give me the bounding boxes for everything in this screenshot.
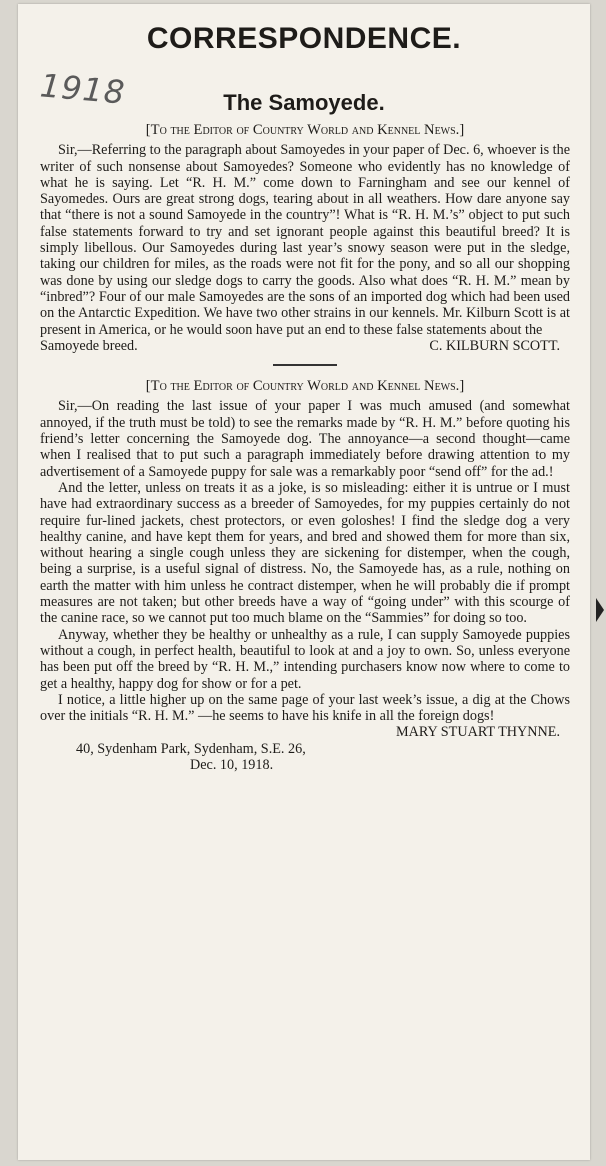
handwritten-year: 1918 [38,66,127,112]
signature: C. KILBURN SCOTT. [429,337,560,354]
article-body [40,122,570,773]
letter-paragraph: And the letter, unless on treats it as a joke, is so misleading: either it is untrue or I must have had extraordinary success as a breeder of Samoyedes, for my puppies certainly do not require fur-lined jackets, chest protectors, or even goloshes! I find the sledge dog a very healthy canine, and have kept them for years, and bred and showed them for more than six, without hearing a single cough unless they are sickening for distemper, when the cough, being a surprise, is a useful signal of distress. No, the Samoyede has, as a rule, nothing on earth the matter with him unless he contract distemper, when he will probably die if prompt measures are not taken; but other breeds have a way of “going under” with this scourge of the canine race, so we cannot put too much blame on the “Sammies” for doing so too. [40,479,570,627]
editor-line: [To the Editor of Country World and Kennel News.] [145,122,465,138]
last-line: Samoyede breed. [40,337,138,354]
letter-paragraph: Sir,—On reading the last issue of your paper I was much amused (and somewhat annoyed, if the truth must be told) to see the remarks made by “R. H. M.” before quoting his friend’s letter concerning the Samoyede dog. The annoyance—a second thought—came when I realised that to put such a paragraph immediately before drawing attention to my advertisement of a Samoyede puppy for sale was a remarkably poor “send off” for the ad.! [40,398,570,480]
edge-mark [596,598,604,622]
newspaper-clipping [18,4,590,1160]
section-heading: CORRESPONDENCE. [146,22,462,55]
letter-closing [40,338,570,354]
letter-paragraph: Sir,—Referring to the paragraph about Samoyedes in your paper of Dec. 6, whoever is the writer of such nonsense about Samoyedes? Someone who evidently has no knowledge of what he is saying. Let “R. H. M.” come down to Farningham and see our kennel of Sayomedes. Ours are great strong dogs, tearing about in all weathers. How dare anyone say that “there is not a sound Samoyede in the country”! What is “R. H. M.’s” object to put such false statements forward to try and set ignorant people against this beautiful breed? It is simply libellous. Our Samoyedes during last year’s snowy season were put in the sledge, taking our children for miles, as the roads were not fit for the pony, and so all our shopping was done by using our sledge dogs to carry the goods. Also what does “R. H. M.” mean by “inbred”? Four of our male Samoyedes are the sons of an imported dog which had been used on the Antarctic Expedition. We have two other strains in our kennels. Mr. Kilburn Scott is at present in America, or he would soon have put an end to these false statements about the [40,142,570,338]
article-title: The Samoyede. [223,90,385,115]
signature: MARY STUART THYNNE. [395,724,560,741]
editor-line: [To the Editor of Country World and Kennel News.] [145,378,465,395]
address: 40, Sydenham Park, Sydenham, S.E. 26, [76,740,306,757]
letter-paragraph: Anyway, whether they be healthy or unhealthy as a rule, I can supply Samoyede puppies without a cough, in perfect health, beautiful to look at and a joy to own. So, unless everyone has been put off the breed by “R. H. M.,” intending purchasers know now where to come to get a healthy, happy dog for show or for a pet. [40,626,570,692]
divider-rule [273,364,337,366]
letter-paragraph: I notice, a little higher up on the same page of your last week’s issue, a dig at the Chows over the initials “R. H. M.” —he seems to have his knife in all the foreign dogs! [40,691,570,725]
date-line: Dec. 10, 1918. [190,756,274,773]
